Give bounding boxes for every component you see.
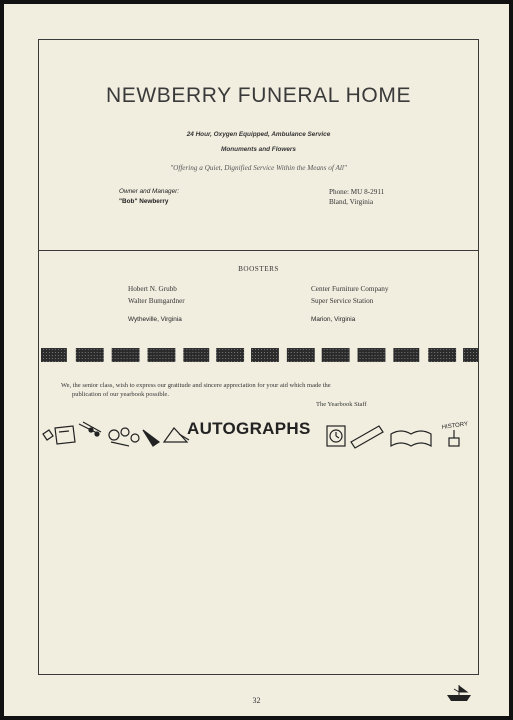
- autographs-label: AUTOGRAPHS: [187, 419, 311, 438]
- pencil-icon: [43, 430, 53, 440]
- booster-name: Hobert N. Grubb: [128, 285, 177, 293]
- phone: Phone: MU 8-2911: [329, 188, 385, 196]
- slogan: "Offering a Quiet, Dignified Service Within the Means of All": [170, 164, 347, 172]
- inkwell-icon: [449, 438, 459, 446]
- open-book-icon: [391, 431, 431, 446]
- book-icon: [55, 426, 75, 444]
- tool-icon: [143, 430, 159, 446]
- flower-icon: [109, 430, 119, 440]
- scroll-icon: [351, 426, 383, 448]
- section-divider: [39, 250, 478, 251]
- thanks-line-2: publication of our yearbook possible.: [72, 391, 169, 398]
- booster-name: Center Furniture Company: [311, 285, 389, 293]
- service-line-2: Monuments and Flowers: [221, 146, 296, 153]
- boosters-heading: BOOSTERS: [238, 265, 279, 273]
- booster-name: Super Service Station: [311, 297, 374, 305]
- owner-label: Owner and Manager:: [119, 188, 180, 195]
- owner-name: "Bob" Newberry: [119, 198, 169, 205]
- booster-location-right: Marion, Virginia: [311, 316, 356, 323]
- ship-logo-icon: [445, 683, 473, 703]
- yearbook-page: [4, 4, 509, 716]
- booster-name: Walter Bumgardner: [128, 297, 185, 305]
- page-frame: [38, 39, 479, 675]
- page-number: 32: [252, 696, 261, 705]
- thanks-line-1: We, the senior class, wish to express our gratitude and sincere appreciation for your aid which made the: [61, 382, 331, 389]
- business-name: NEWBERRY FUNERAL HOME: [105, 84, 412, 107]
- thanks-signature: The Yearbook Staff: [316, 401, 367, 408]
- booster-location-left: Wytheville, Virginia: [128, 316, 182, 323]
- history-label: HISTORY: [441, 421, 469, 431]
- ad-location: Bland, Virginia: [329, 198, 374, 206]
- hat-icon: [164, 428, 187, 442]
- service-line-1: 24 Hour, Oxygen Equipped, Ambulance Service: [186, 131, 331, 138]
- decorative-stripe: [39, 348, 478, 362]
